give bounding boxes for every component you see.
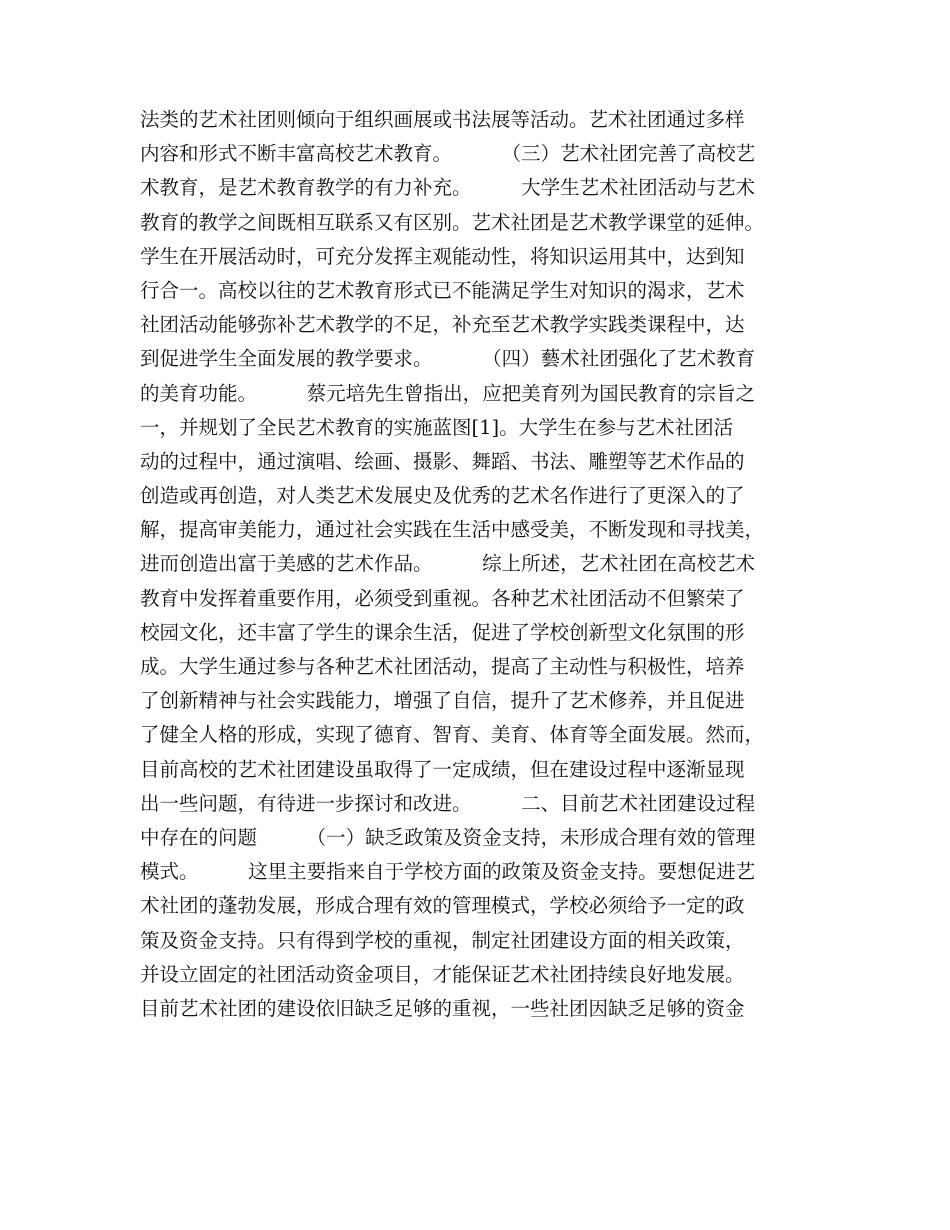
text-line: 了创新精神与社会实践能力，增强了自信，提升了艺术修养，并且促进 — [140, 689, 745, 713]
text-line: 术社团的蓬勃发展，形成合理有效的管理模式，学校必须给予一定的政 — [140, 894, 745, 918]
body-text — [140, 103, 830, 1026]
text-line: 的美育功能。 蔡元培先生曾指出，应把美育列为国民教育的宗旨之 — [140, 381, 756, 405]
text-line: 模式。 这里主要指来自于学校方面的政策及资金支持。要想促进艺 — [140, 860, 756, 884]
text-line: 术教育，是艺术教育教学的有力补充。 大学生艺术社团活动与艺术 — [140, 176, 756, 200]
text-line: 成。大学生通过参与各种艺术社团活动，提高了主动性与积极性，培养 — [140, 655, 745, 678]
text-line: 行合一。高校以往的艺术教育形式已不能满足学生对知识的渴求，艺术 — [140, 278, 745, 302]
text-line: 了健全人格的形成，实现了德育、智育、美育、体育等全面发展。然而， — [140, 723, 765, 747]
text-line: 内容和形式不断丰富高校艺术教育。 （三）艺术社团完善了高校艺 — [140, 142, 756, 166]
text-line: 动的过程中，通过演唱、绘画、摄影、舞蹈、书法、雕塑等艺术作品的 — [140, 449, 745, 473]
text-line: 进而创造出富于美感的艺术作品。 综上所述，艺术社团在高校艺术 — [140, 552, 756, 576]
text-line: 出一些问题，有待进一步探讨和改进。 二、目前艺术社团建设过程 — [140, 791, 756, 815]
text-line: 创造或再创造，对人类艺术发展史及优秀的艺术名作进行了更深入的了 — [140, 484, 745, 508]
text-line: 社团活动能够弥补艺术教学的不足，补充至艺术教学实践类课程中，达 — [140, 313, 745, 337]
text-line: 策及资金支持。只有得到学校的重视，制定社团建设方面的相关政策， — [140, 928, 745, 952]
text-line: 教育中发挥着重要作用，必须受到重视。各种艺术社团活动不但繁荣了 — [140, 586, 745, 610]
text-line: 中存在的问题 （一）缺乏政策及资金支持，未形成合理有效的管理 — [140, 825, 756, 849]
text-line: 法类的艺术社团则倾向于组织画展或书法展等活动。艺术社团通过多样 — [140, 108, 745, 131]
text-line: 目前高校的艺术社团建设虽取得了一定成绩，但在建设过程中逐渐显现 — [140, 757, 745, 781]
text-line: 到促进学生全面发展的教学要求。 （四）藝术社团强化了艺术教育 — [140, 347, 756, 371]
text-line: 并设立固定的社团活动资金项目，才能保证艺术社团持续良好地发展。 — [140, 962, 745, 986]
text-line: 学生在开展活动时，可充分发挥主观能动性，将知识运用其中，达到知 — [140, 244, 745, 268]
text-line: 解，提高审美能力，通过社会实践在生活中感受美，不断发现和寻找美， — [140, 518, 765, 542]
text-line: 一，并规划了全民艺术教育的实施蓝图[1]。大学生在参与艺术社团活 — [140, 415, 734, 439]
text-line: 教育的教学之间既相互联系又有区别。艺术社团是艺术教学课堂的延伸。 — [140, 210, 765, 234]
text-line: 校园文化，还丰富了学生的课余生活，促进了学校创新型文化氛围的形 — [140, 620, 745, 644]
text-line: 目前艺术社团的建设依旧缺乏足够的重视，一些社团因缺乏足够的资金 — [140, 996, 745, 1020]
